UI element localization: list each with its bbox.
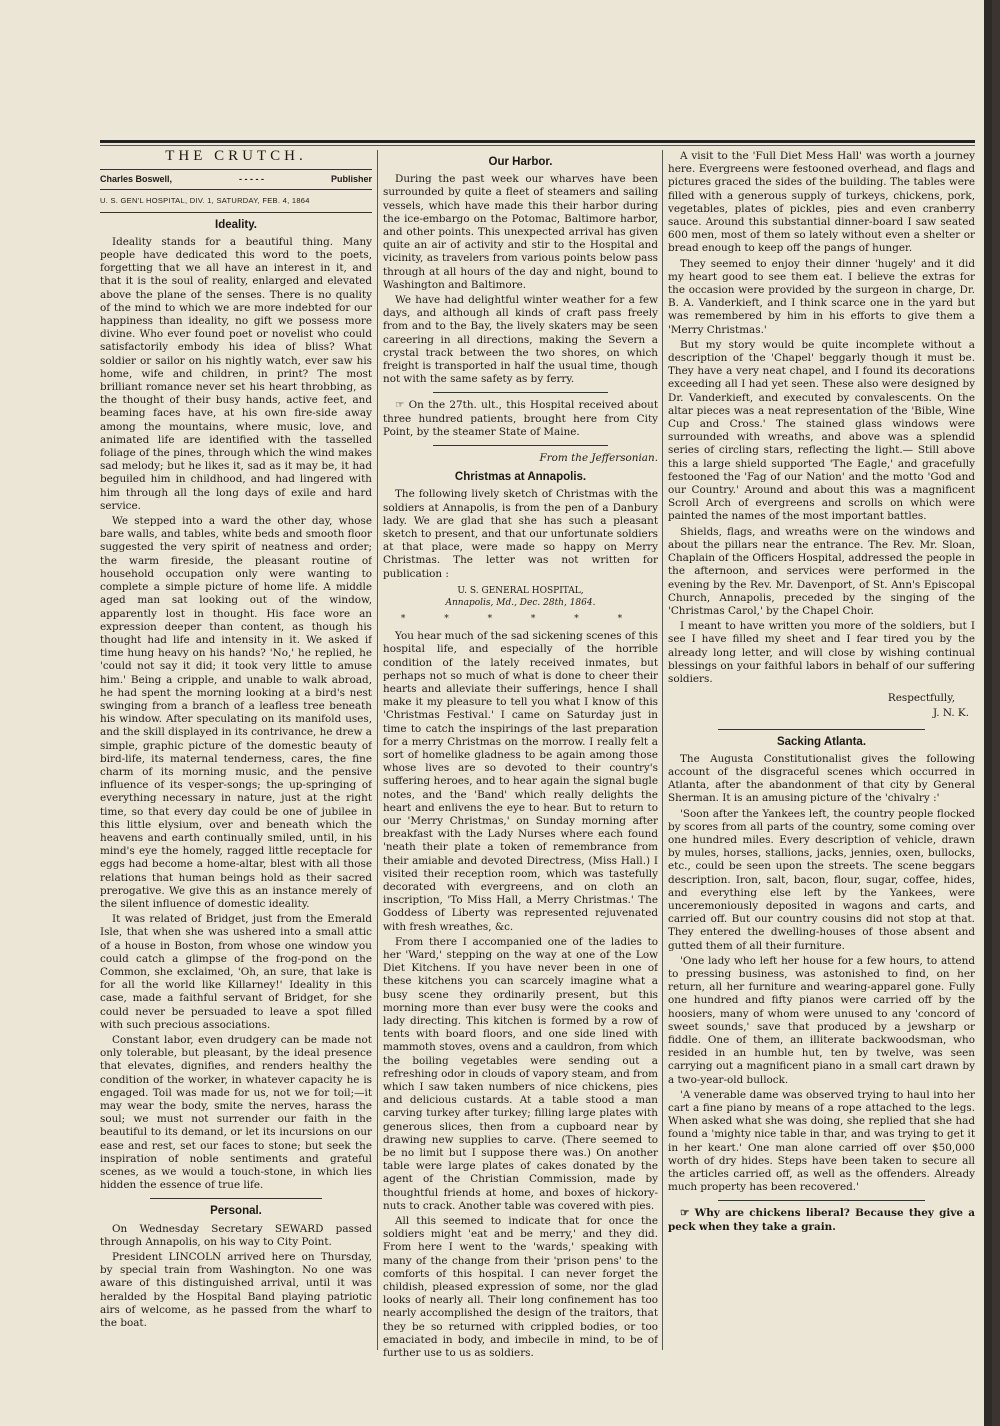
personal-paragraph: President LINCOLN arrived here on Thursday, by special train from Washington. No one was aware of this distinguished arrival, until it was heralded by the Hospital Band playing patriotic airs of welcome, as he passed from the wharf to the boat.: [100, 1251, 372, 1330]
christmas-intro: The following lively sketch of Christmas with the soldiers at Annapolis, is from the pen of a Danbury lady. We are glad that she has such a pleasant sketch to present, and that our unfortunate soldiers at that place, were made so happy on Merry Christmas. The letter was not written for publication :: [383, 488, 658, 580]
publisher-dashes: - - - - -: [239, 174, 264, 185]
stars-divider: * * * * * *: [400, 613, 641, 624]
harbor-title: Our Harbor.: [488, 156, 553, 168]
atlanta-title: Sacking Atlanta.: [776, 735, 867, 748]
top-rule-thin: [100, 145, 975, 146]
harbor-paragraph: During the past week our wharves have been surrounded by quite a fleet of steamers and sailing vessels, which have made this their harbor during the ice-embargo on the Potomac, Baltimore harbor, and other points. This unexpected arrival has given quite an air of activity and stir to the Hospital and vicinity, as travelers from various points below pass through at all hours of the day and night, bound to Washington and Baltimore.: [383, 173, 658, 291]
christmas-title: Christmas at Annapolis.: [454, 471, 587, 484]
christmas-paragraph: But my story would be quite incomplete without a description of the 'Chapel' beggarly though it must be. They have a very neat chapel, and I found its decorations exceeding all I had yet seen. These also were designed by Dr. Vanderkieft, and executed by convalescents. On the altar pieces was a neat representation of the 'Bible, Wine Cup and Cross.' The stained glass windows were surrounded with wreaths, and above was a splendid series of circling stars, reflecting the light.— Still above this a large shield supported 'The Eagle,' and gracefully festooned the 'Fag of our Nation' and the motto 'God and our Country.' Around and about this was a magnificent Scroll Arch of evergreens and scrolls on which were painted the names of the most important battles.: [668, 338, 975, 523]
source-credit: From the Jeffersonian.: [539, 452, 658, 465]
personal-title: Personal.: [210, 1205, 262, 1218]
column-rule: [377, 150, 378, 1350]
section-rule: [150, 1198, 322, 1199]
letter-place: U. S. GENERAL HOSPITAL,: [457, 585, 584, 596]
atlanta-paragraph: The Augusta Constitutionalist gives the following account of the disgraceful scenes which occurred in Atlanta, after the abandonment of that city by General Sherman. It is an amusing picture of the 'chivalry :': [668, 752, 975, 805]
christmas-paragraph: From there I accompanied one of the ladies to her 'Ward,' stepping on the way at one of the Low Diet Kitchens. If you have never been in one of these kitchens you can scarcely imagine what a busy scene they ordinarily present, but this morning more than ever busy were the cooks and lady directing. This kitchen is formed by a row of tents with board floors, and one side lined with mammoth stoves, ovens and a cauldron, from which the boiling vegetables were sending out a refreshing odor in clouds of vapory steam, and from which I saw taken numbers of nice chickens, pies and delicious custards. At a table stood a man carving turkey after turkey; filling large plates with generous slices, then from a cupboard near by drawing new supplies to carve. (There seemed to be no limit but I suppose there was.) On another table were large plates of cakes donated by the agent of the Christian Commission, made by thoughtful friends at home, and boxes of hickory-nuts to crack. Another table was covered with pies.: [383, 935, 658, 1212]
letter-closing: Respectfully,: [887, 692, 955, 705]
ideality-paragraph: Constant labor, even drudgery can be made not only tolerable, but pleasant, by the ideal presence that elevates, dignifies, and renders healthy the condition of the worker, in whatever capacity he is engaged. Toil was made for us, not we for toil;—it may wear the body, smite the nerves, harass the soul; we must not surrender our faith in the beautiful to its demand, or let its incursions on our ease and rest, set our faces to stone; but seek the inspiration of noble sentiments and grateful scenes, as we would a touch-stone, in which lies hidden the essence of true life.: [100, 1034, 372, 1192]
letter-signature: J. N. K.: [932, 707, 969, 720]
personal-paragraph: On Wednesday Secretary SEWARD passed through Annapolis, on his way to City Point.: [100, 1222, 372, 1248]
christmas-paragraph: You hear much of the sad sickening scenes of this hospital life, and especially of the horrible condition of the lately received inmates, but perhaps not so much of what is done to cheer their hearts and alleviate their sufferings, hence I shall make it my pleasure to tell you what I know of this 'Christmas Festival.' I came on Saturday just in time to catch the inspirings of the last preparation for a merry Christmas on the morrow. I really felt a sort of homelike gladness to be again among those whose lives are so devoted to their country's suffering heroes, and to hear again the signal bugle notes, and the 'Band' which really delights the heart and enlivens the eye to hear. But to return to our 'Merry Christmas,' on Sunday morning after breakfast with the Lady Nurses where each found 'neath their plate a token of remembrance from their amiable and devoted Directress, (Miss Hall.) I visited their reception room, which was tastefully decorated with evergreens, and on cloth an inscription, 'To Miss Hall, a Merry Christmas.' The Goddess of Liberty was represented rejuvenated with fresh wreathes, &c.: [383, 630, 658, 933]
atlanta-paragraph: 'One lady who left her house for a few hours, to attend to pressing business, was astonished to find, on her return, all her furniture and wearing-apparel gone. Fully one hundred and fifty pianos were carried off by the hoosiers, many of whom were unused to any 'concord of sweet sounds,' save that produced by a jewsharp or fiddle. One of them, an illiterate backwoodsman, who resided in an humble hut, ten by twelve, was seen carrying out a magnificent piano in a small cart drawn by a two-year-old bullock.: [668, 954, 975, 1086]
christmas-paragraph: All this seemed to indicate that for once the soldiers might 'eat and be merry,' and they did. From here I went to the 'wards,' speaking with many of the change from their 'prison pens' to the comforts of this hospital. I can never forget the childish, pleased expression of some, nor the glad looks of nearly all. Their long confinement has too nearly accomplished the design of the traitors, that they be so returned with crippled bodies, or too emaciated in body, and imbecile in mind, to be of further use to us as soldiers.: [383, 1215, 658, 1360]
ideality-title: Ideality.: [215, 218, 257, 231]
christmas-paragraph: I meant to have written you more of the soldiers, but I see I have filled my sheet and I fear tired you by the already long letter, and will close by wishing continual blessings on your faithful labors in behalf of our suffering soldiers.: [668, 620, 975, 685]
atlanta-paragraph: 'Soon after the Yankees left, the country people flocked by scores from all parts of the country, some coming over one hundred miles. Every description of vehicle, drawn by mules, horses, stallions, jacks, jennies, oxen, bullocks, etc., could be seen upon the streets. The scene beggars description. Iron, salt, bacon, flour, sugar, coffee, hides, and everything else left by the Yankees, were unceremoniously deposited in wagons and carts, and carried off. But our country cousins did not stop at that. They entered the dwelling-houses of those absent and gutted them of all their furniture.: [668, 807, 975, 952]
publisher-name: Charles Boswell,: [100, 174, 173, 185]
dateline: U. S. GEN'L HOSPITAL, DIV. 1, SATURDAY, FEB. 4, 1864: [100, 190, 372, 212]
column-2: [383, 150, 658, 1365]
section-rule: [433, 392, 608, 393]
christmas-paragraph: They seemed to enjoy their dinner 'hugely' and it did my heart good to see them eat. I believe the extras for the occasion were provided by the surgeon in charge, Dr. B. A. Vanderkieft, and I think scarce one in the yard but was remembered by him in his efforts to give them a 'Merry Christmas.': [668, 257, 975, 336]
publisher-label: Publisher: [330, 174, 372, 185]
harbor-paragraph: We have had delightful winter weather for a few days, and although all kinds of craft pass freely from and to the Bay, the lively skaters may be seen careering in all directions, making the Severn a crystal track between the two shores, on which freight is transported in half the usual time, though not with the same safety as by ferry.: [383, 294, 658, 386]
christmas-paragraph: A visit to the 'Full Diet Mess Hall' was worth a journey here. Evergreens were festooned overhead, and flags and pictures graced the sides of the building. The tables were filled with a generous supply of turkeys, chickens, pork, vegetables, plates of pickles, pies and even cranberry sauce. Around this substantial dinner-board I saw seated 600 men, most of them so lately without even a shelter or bread enough to keep off the pangs of hunger.: [668, 150, 975, 255]
ideality-paragraph: Ideality stands for a beautiful thing. Many people have dedicated this word to the poets, forgetting that we all have an interest in it, and that it is the soul of reality, enlarged and elevated above the plane of the senses. There is no quality of the mind to which we are more indebted for our happiness than ideality, no gift we possess more divine. Who ever found poet or novelist who could satisfactorily embody his idea of bliss? What soldier or sailor on his nightly watch, ever saw his home, wife and children, in print? The most brilliant romance never set his heart throbbing, as the thought of their busy hands, active feet, and beaming faces have, at his own fire-side away among the mountains, where music, love, and animated life are identified with the tasselled foliage of the pines, through which the wind makes sad melody; but he likes it, sad as it may be, it had beguiled him in childhood, and had lingered with him through all the long days of exile and hard service.: [100, 235, 372, 512]
christmas-paragraph: Shields, flags, and wreaths were on the windows and about the pillars near the entrance. The Rev. Mr. Sloan, Chaplain of the Officers Hospital, addressed the people in the afternoon, and services were performed in the evening by the Rev. Mr. Davenport, of St. Ann's Episcopal Church, Annapolis, preceded by the singing of the 'Christmas Carol,' by the Chapel Choir.: [668, 525, 975, 617]
column-rule: [662, 150, 663, 1350]
letter-date: Annapolis, Md., Dec. 28th, 1864.: [445, 597, 596, 608]
joke-paragraph: ☞ Why are chickens liberal? Because they give a peck when they take a grain.: [668, 1207, 975, 1233]
ideality-paragraph: It was related of Bridget, just from the Emerald Isle, that when she was ushered into a small attic of a house in Boston, from whose one window you could catch a glimpse of the frog-pond on the Common, she exclaimed, 'Oh, an sure, that lake is for all the world like Killarney!' Ideality in this case, made a faithful servant of Bridget, for she could never be persuaded to leave a spot filled with such precious associations.: [100, 913, 372, 1031]
ideality-paragraph: We stepped into a ward the other day, whose bare walls, and tables, white beds and smooth floor suggested the very spirit of neatness and order; the warm fireside, the pleasant routine of household occupation only were wanting to complete a simple picture of home life. A middle aged man sat looking out of the window, apparently lost in thought. His face wore an expression deeper than content, as though his thought had life and intensity in it. We asked if time hung heavy on his hands? 'No,' he replied, he 'could not say it did; it took very little to amuse him.' Being a cripple, and unable to walk abroad, he had spent the morning looking at a bird's nest swinging from a branch of a leafless tree beneath his window. After speculating on its manifold uses, and the skill displayed in its contrivance, he drew a simple, graphic picture of the domestic beauty of bird-life, its maternal tenderness, cares, the fine charm of its morning music, and the pensive influence of its vesper-songs; the up-springing of everything necessary in nature, just at the right time, so that every day could be one of jubilee in this little elysium, over and beneath which the heavens and earth continually smiled, until, in his mind's eye the homely, ragged little receptacle for eggs had become a home-altar, blest with all those relations that human beings hold as their sacred prerogative. We give this as an instance merely of the silent influence of domestic ideality.: [100, 515, 372, 910]
masthead-title: THE CRUTCH.: [165, 150, 307, 164]
column-1: [100, 150, 372, 1365]
section-rule: [718, 729, 925, 730]
section-rule: [433, 445, 608, 446]
atlanta-paragraph: 'A venerable dame was observed trying to haul into her cart a fine piano by means of a rope attached to the legs. When asked what she was doing, she replied that she had found a 'mighty nice table in thar, and was trying to get it in her keart.' One man alone carried off over $50,000 worth of dry hides. Steps have been taken to secure all the articles carried off, as well as the offenders. Already much property has been recovered.': [668, 1088, 975, 1194]
letter-heading: [383, 585, 658, 609]
section-rule: [718, 1200, 925, 1201]
page-edge: [984, 0, 992, 1426]
harbor-notice: ☞ On the 27th. ult., this Hospital received about three hundred patients, brought here from City Point, by the steamer State of Maine.: [383, 399, 658, 438]
top-rule: [100, 140, 975, 143]
column-3: [668, 150, 975, 1365]
publisher-line: [100, 169, 372, 190]
